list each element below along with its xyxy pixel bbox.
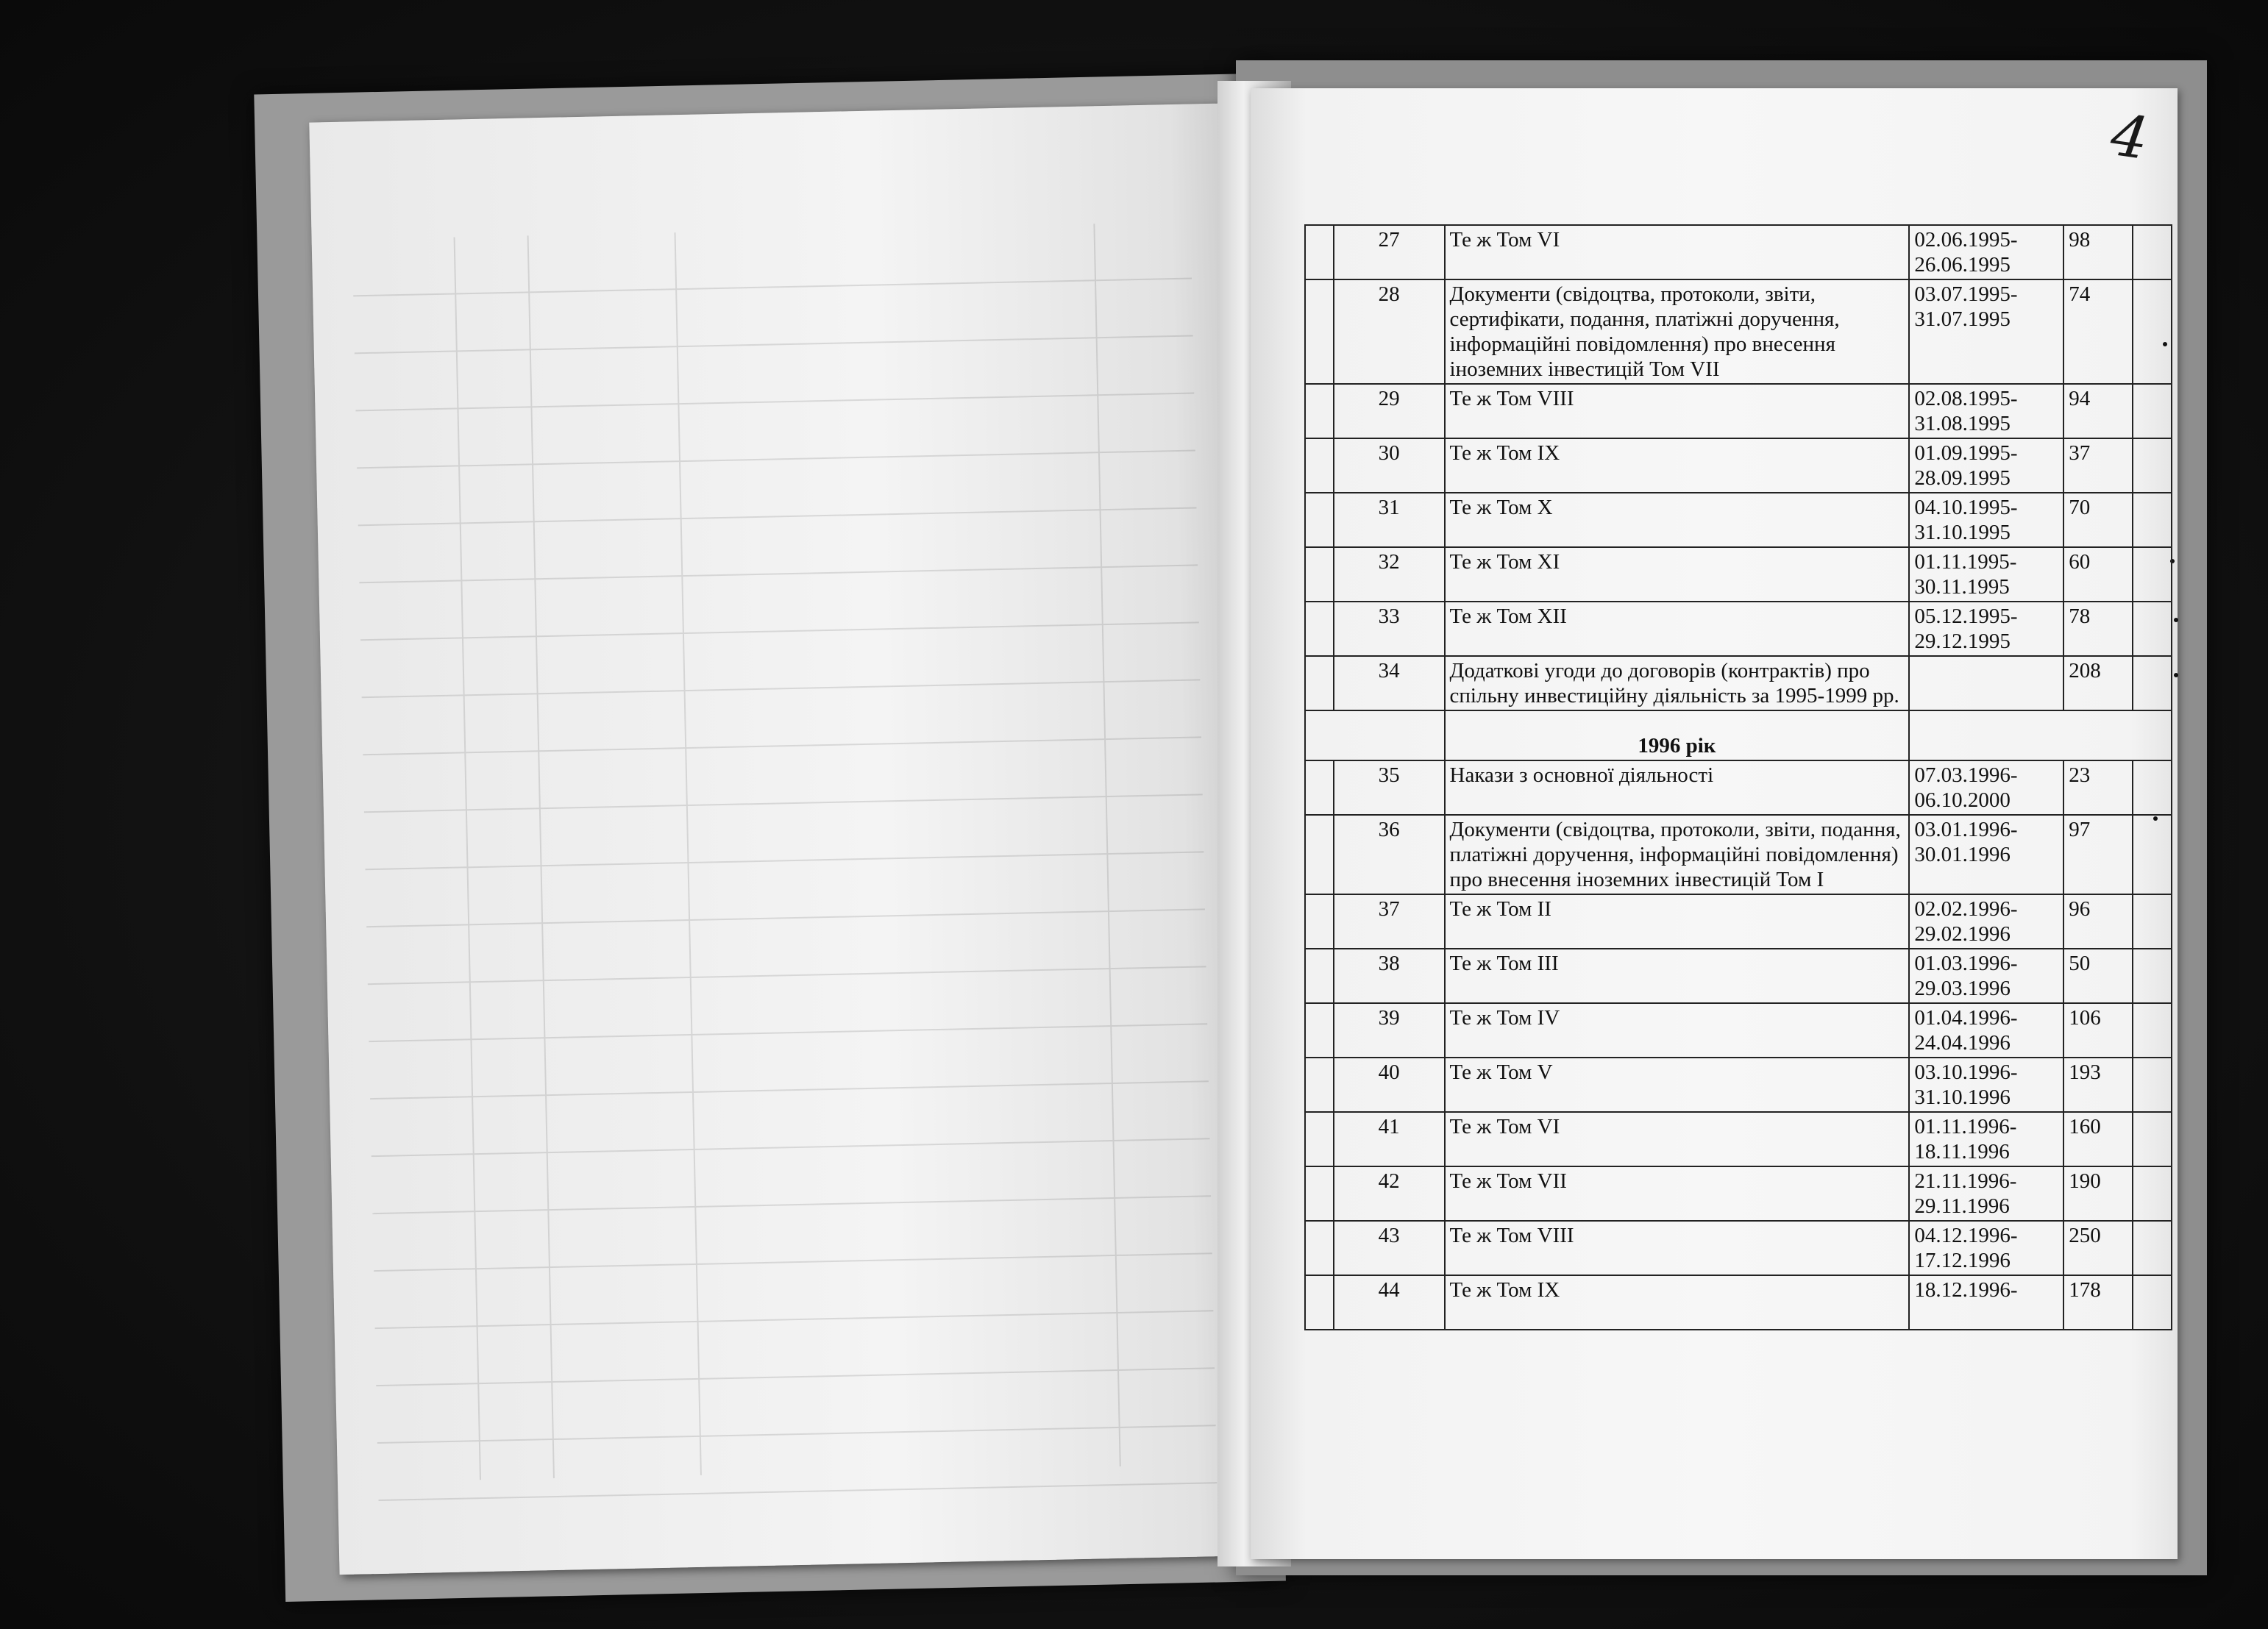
table-row [1305,438,2172,493]
item-number: 39 [1334,1003,1445,1058]
date-line: 06.10.2000 [1914,788,2011,812]
item-dates [1909,1166,2063,1221]
item-title: Те ж Том VIII [1445,384,1910,438]
item-sheet-count: 23 [2063,760,2133,815]
date-line: 03.10.1996- [1914,1061,2018,1084]
left-page-reverse-side [309,103,1273,1575]
item-number: 44 [1334,1275,1445,1330]
date-line: 01.09.1995- [1914,441,2018,465]
item-title: Те ж Том XI [1445,547,1910,602]
date-line: 01.03.1996- [1914,952,2018,975]
date-line: 31.08.1995 [1914,412,2011,435]
date-line: 02.08.1995- [1914,387,2018,410]
date-line: 02.02.1996- [1914,897,2018,921]
table-row [1305,949,2172,1003]
date-line: 04.10.1995- [1914,496,2018,519]
item-number: 38 [1334,949,1445,1003]
date-line: 01.11.1995- [1914,550,2017,574]
register-table [1304,224,2172,1330]
blank-cell [1305,656,1334,710]
item-sheet-count: 70 [2063,493,2133,547]
blank-cell [1305,438,1334,493]
item-dates [1909,547,2063,602]
empty-cell [2063,710,2133,760]
item-sheet-count: 60 [2063,547,2133,602]
item-dates [1909,1275,2063,1330]
blank-cell [1305,949,1334,1003]
date-line: 03.01.1996- [1914,818,2018,841]
item-number: 41 [1334,1112,1445,1166]
date-line: 18.12.1996- [1914,1278,2018,1302]
notes-cell [2133,438,2172,493]
table-row [1305,493,2172,547]
item-title: Те ж Том V [1445,1058,1910,1112]
date-line: 31.10.1996 [1914,1086,2011,1109]
table-row [1305,1275,2172,1330]
item-title: Те ж Том VI [1445,1112,1910,1166]
item-number: 33 [1334,602,1445,656]
margin-dot [2174,673,2178,677]
blank-cell [1305,1275,1334,1330]
date-line: 04.12.1996- [1914,1224,2018,1247]
item-number: 36 [1334,815,1445,894]
table-row [1305,384,2172,438]
item-dates [1909,384,2063,438]
item-dates [1909,225,2063,279]
item-sheet-count: 50 [2063,949,2133,1003]
item-sheet-count: 78 [2063,602,2133,656]
notes-cell [2133,1275,2172,1330]
notes-cell [2133,602,2172,656]
item-sheet-count: 208 [2063,656,2133,710]
date-line: 01.11.1996- [1914,1115,2017,1138]
item-title: Те ж Том IX [1445,1275,1910,1330]
notes-cell [2133,760,2172,815]
date-line: 26.06.1995 [1914,253,2011,277]
item-title: Документи (свідоцтва, протоколи, звіти, подання, платіжні доручення, інформаційні повідомлення) про внесення іноземних інвестицій Том I [1445,815,1910,894]
date-line: 30.11.1995 [1914,575,2010,599]
handwritten-page-number: 4 [2106,101,2153,174]
item-sheet-count: 37 [2063,438,2133,493]
table-row [1305,1003,2172,1058]
blank-cell [1305,1112,1334,1166]
item-number: 29 [1334,384,1445,438]
show-through-text [352,222,1217,1483]
item-sheet-count: 250 [2063,1221,2133,1275]
item-number: 42 [1334,1166,1445,1221]
empty-cell [1909,710,2063,760]
item-number: 34 [1334,656,1445,710]
item-dates [1909,894,2063,949]
date-line: 31.10.1995 [1914,521,2011,544]
table-row [1305,1058,2172,1112]
item-number: 37 [1334,894,1445,949]
item-sheet-count: 74 [2063,279,2133,384]
item-sheet-count: 98 [2063,225,2133,279]
date-line: 28.09.1995 [1914,466,2011,490]
year-heading-row [1305,710,2172,760]
notes-cell [2133,384,2172,438]
item-dates [1909,493,2063,547]
date-line: 24.04.1996 [1914,1031,2011,1055]
date-line: 02.06.1995- [1914,228,2018,252]
date-line: 05.12.1995- [1914,605,2018,628]
blank-cell [1305,547,1334,602]
blank-cell [1305,225,1334,279]
item-sheet-count: 160 [2063,1112,2133,1166]
table-row [1305,1166,2172,1221]
date-line: 31.07.1995 [1914,307,2011,331]
blank-cell [1305,602,1334,656]
table-row [1305,547,2172,602]
item-dates [1909,1003,2063,1058]
item-dates [1909,656,2063,710]
item-title: Те ж Том VIII [1445,1221,1910,1275]
item-dates [1909,815,2063,894]
table-row [1305,894,2172,949]
item-sheet-count: 97 [2063,815,2133,894]
notes-cell [2133,1221,2172,1275]
table-row [1305,760,2172,815]
table-row [1305,1221,2172,1275]
item-sheet-count: 96 [2063,894,2133,949]
item-title: Додаткові угоди до договорів (контрактів) про спільну инвестиційну діяльність за 1995-1999 рр. [1445,656,1910,710]
blank-cell [1305,384,1334,438]
table-row [1305,225,2172,279]
item-title: Те ж Том X [1445,493,1910,547]
date-line: 29.02.1996 [1914,922,2011,946]
blank-cell [1305,815,1334,894]
notes-cell [2133,656,2172,710]
item-dates [1909,949,2063,1003]
item-dates [1909,1112,2063,1166]
blank-cell [1305,1058,1334,1112]
blank-cell [1305,1166,1334,1221]
notes-cell [2133,710,2172,760]
item-title: Те ж Том XII [1445,602,1910,656]
item-number: 43 [1334,1221,1445,1275]
item-dates [1909,1058,2063,1112]
blank-cell [1305,1003,1334,1058]
empty-cell [1334,710,1445,760]
notes-cell [2133,815,2172,894]
blank-cell [1305,279,1334,384]
item-title: Те ж Том VI [1445,225,1910,279]
notes-cell [2133,1166,2172,1221]
item-number: 40 [1334,1058,1445,1112]
item-title: Накази з основної діяльності [1445,760,1910,815]
margin-dot [2174,618,2178,622]
date-line: 17.12.1996 [1914,1249,2011,1272]
item-sheet-count: 190 [2063,1166,2133,1221]
date-line [1914,658,2058,683]
notes-cell [2133,1112,2172,1166]
notes-cell [2133,1058,2172,1112]
date-line: 03.07.1995- [1914,282,2018,306]
date-line: 21.11.1996- [1914,1169,2017,1193]
item-sheet-count: 178 [2063,1275,2133,1330]
notes-cell [2133,225,2172,279]
table-row [1305,815,2172,894]
item-number: 28 [1334,279,1445,384]
date-line: 29.03.1996 [1914,977,2011,1000]
item-number: 35 [1334,760,1445,815]
blank-cell [1305,894,1334,949]
item-title: Те ж Том VII [1445,1166,1910,1221]
notes-cell [2133,1003,2172,1058]
blank-cell [1305,760,1334,815]
date-line: 30.01.1996 [1914,843,2011,866]
register-page [1251,88,2178,1559]
table-row [1305,279,2172,384]
notes-cell [2133,493,2172,547]
item-sheet-count: 193 [2063,1058,2133,1112]
item-sheet-count: 106 [2063,1003,2133,1058]
blank-cell [1305,1221,1334,1275]
item-dates [1909,279,2063,384]
item-dates [1909,438,2063,493]
item-title: Те ж Том III [1445,949,1910,1003]
notes-cell [2133,894,2172,949]
date-line: 29.11.1996 [1914,1194,2010,1218]
notes-cell [2133,949,2172,1003]
item-number: 27 [1334,225,1445,279]
notes-cell [2133,547,2172,602]
item-title: Документи (свідоцтва, протоколи, звіти, сертифікати, подання, платіжні доручення, інформаційні повідомлення) про внесення іноземних інвестицій Том VII [1445,279,1910,384]
item-number: 32 [1334,547,1445,602]
year-heading: 1996 рік [1445,710,1910,760]
item-dates [1909,602,2063,656]
item-dates [1909,1221,2063,1275]
item-dates [1909,760,2063,815]
blank-cell [1305,710,1334,760]
date-line: 29.12.1995 [1914,630,2011,653]
table-row [1305,656,2172,710]
date-line [1914,683,2058,708]
item-number: 30 [1334,438,1445,493]
item-sheet-count: 94 [2063,384,2133,438]
date-line: 01.04.1996- [1914,1006,2018,1030]
item-number: 31 [1334,493,1445,547]
date-line: 07.03.1996- [1914,763,2018,787]
date-line [1914,1302,2058,1327]
item-title: Те ж Том IV [1445,1003,1910,1058]
item-title: Те ж Том II [1445,894,1910,949]
date-line: 18.11.1996 [1914,1140,2010,1163]
notes-cell [2133,279,2172,384]
table-row [1305,602,2172,656]
blank-cell [1305,493,1334,547]
table-row [1305,1112,2172,1166]
item-title: Те ж Том IX [1445,438,1910,493]
